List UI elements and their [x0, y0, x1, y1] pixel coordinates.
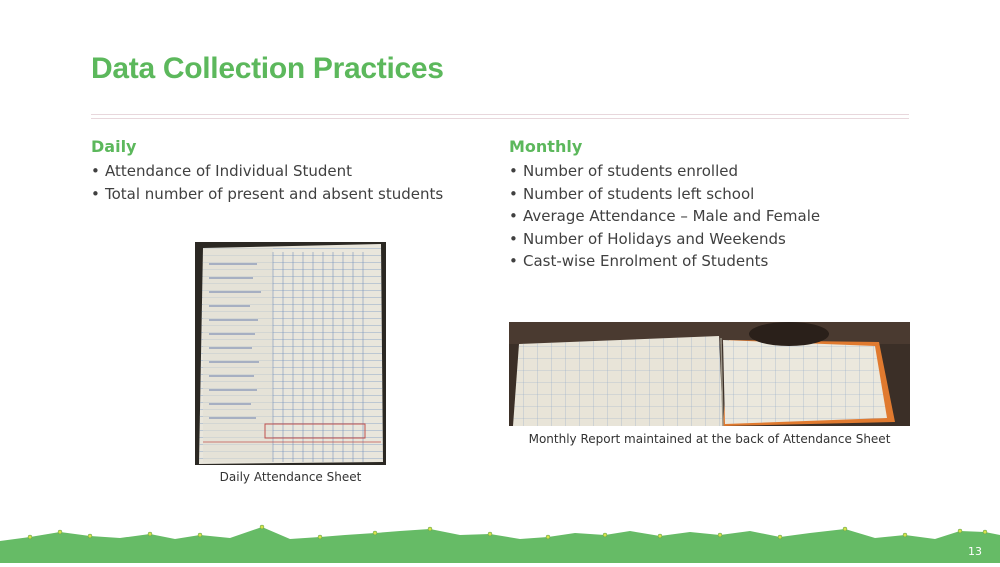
list-item: • Number of Holidays and Weekends [509, 228, 929, 251]
monthly-image-caption: Monthly Report maintained at the back of Attendance Sheet [528, 432, 891, 446]
list-item: • Attendance of Individual Student [91, 160, 491, 183]
page-number: 13 [968, 545, 982, 558]
monthly-heading: Monthly [509, 137, 583, 156]
list-item: • Average Attendance – Male and Female [509, 205, 929, 228]
list-item: • Cast-wise Enrolment of Students [509, 250, 929, 273]
daily-section [91, 137, 491, 205]
slide-title: Data Collection Practices [91, 52, 444, 85]
list-item: • Number of students enrolled [509, 160, 929, 183]
monthly-report-photo [509, 322, 910, 426]
daily-list [91, 160, 491, 205]
list-item: • Total number of present and absent students [91, 183, 491, 206]
monthly-list [509, 160, 929, 273]
daily-attendance-photo [195, 242, 386, 465]
list-item: • Number of students left school [509, 183, 929, 206]
daily-image-caption: Daily Attendance Sheet [219, 470, 362, 484]
title-divider [91, 114, 909, 119]
daily-heading: Daily [91, 137, 137, 156]
footer-hills-decoration [0, 523, 1000, 563]
monthly-section [509, 137, 929, 273]
